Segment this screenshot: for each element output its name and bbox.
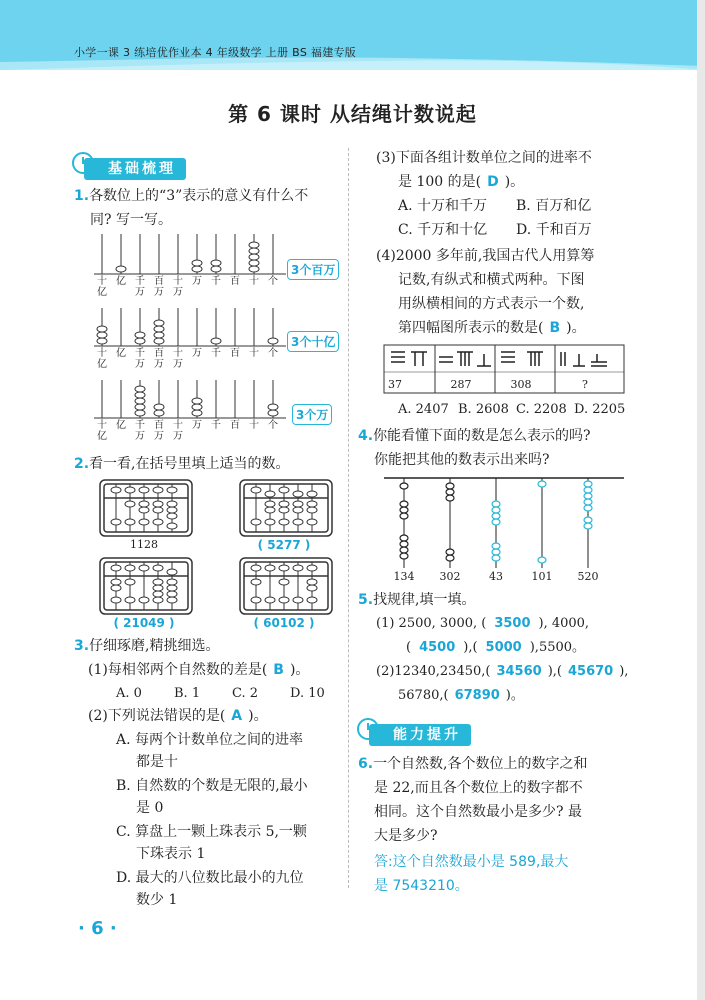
q3-s1-opt-d: D. 10 [290,686,325,701]
section-ability: 能力提升 [369,724,471,746]
q1-answer-3: 3个万 [292,404,332,425]
place-label: 百万 [154,348,164,370]
q3-s1-answer: B [273,662,284,678]
q3-s4-end: )。 [566,320,586,336]
place-label: 十万 [173,348,183,370]
q6-answer-1: 答:这个自然数最小是 589,最大 [374,854,569,870]
q2-line [74,454,290,474]
place-label: 亿 [116,348,126,359]
q5-r2-c: ), [619,664,629,679]
place-label: 十 [249,276,259,287]
place-label: 十亿 [97,348,107,370]
q1-line1 [74,186,308,206]
place-label: 千 [211,276,221,287]
q6-text-4: 大是多少? [374,828,438,844]
q5-r1-answer-3: 5000 [485,640,522,655]
q3-s3-opt-a: A. 十万和千万 [398,198,488,214]
q3-s1-opt-b: B. 1 [174,686,201,701]
q3-s2-answer: A [231,708,243,724]
place-label: 十万 [173,276,183,298]
q1-answer-1: 3个百万 [287,259,339,280]
q2-caption-4: ( 60102 ) [253,616,315,630]
rod-value-2: 287 [450,378,472,391]
place-label: 十 [249,420,259,431]
q4-number: 4. [358,428,374,444]
q5-r1-a: (1) 2500, 3000, ( [376,616,487,631]
q5-r1-answer-2: 4500 [419,640,456,655]
q3-s2-stem: (2)下列说法错误的是( [88,708,226,724]
place-label: 个 [268,420,278,431]
q3-s4-stem: 第四幅图所表示的数是( [398,320,544,336]
place-label: 百万 [154,276,164,298]
rope-label-3: 43 [489,570,503,583]
place-label: 百 [230,420,240,431]
q3-s2-opt-d: D. 最大的八位数比最小的九位 [116,870,304,886]
q3-s3-opt-d: D. 千和百万 [516,222,592,238]
place-label: 个 [268,348,278,359]
q3-s4-opt-b: B. 2608 [458,402,509,417]
q5-row1-cont [406,638,585,658]
q5-r1-c: ( [406,640,412,655]
q5-r1-e: ),5500。 [529,640,586,655]
q2-caption-2: ( 5277 ) [257,538,311,552]
q3-s3-line1: (3)下面各组计数单位之间的进率不 [376,150,592,166]
q1-number: 1. [74,188,90,204]
place-label: 亿 [116,420,126,431]
place-label: 十万 [173,420,183,442]
q3-s3-stem: 是 100 的是( [398,174,482,190]
q5-r2-answer-2: 45670 [567,664,614,679]
rod-value-4: ? [582,378,588,391]
place-label: 千万 [135,420,145,442]
q3-s2-opt-a-cont: 都是十 [136,754,178,770]
q3-s1 [88,660,309,680]
q1-abacus-diagrams [90,232,290,452]
q3-s3-answer: D [487,174,499,190]
place-label: 个 [268,276,278,287]
q3-s1-opt-c: C. 2 [232,686,259,701]
q6-answer-2: 是 7543210。 [374,878,469,894]
q3-line [74,636,220,656]
q3-s4-opt-a: A. 2407 [398,402,449,417]
q6-text-2: 是 22,而且各个数位上的数字都不 [374,780,583,796]
place-label: 亿 [116,276,126,287]
q4-line1 [358,426,591,446]
rope-label-5: 520 [577,570,599,583]
q6-text-1: 一个自然数,各个数位上的数字之和 [373,756,588,772]
q3-s1-opt-a: A. 0 [116,686,142,701]
q3-s2-opt-b: B. 自然数的个数是无限的,最小 [116,778,308,794]
place-label: 千 [211,348,221,359]
q3-s4-line3: 用纵横相间的方式表示一个数, [398,296,585,312]
page-number: · 6 · [78,918,117,939]
place-label: 百 [230,276,240,287]
q3-s4-line4 [398,318,586,338]
place-labels-1 [95,276,290,306]
q3-s3-opt-c: C. 千万和十亿 [398,222,488,238]
q4-text-1: 你能看懂下面的数是怎么表示的吗? [373,428,591,444]
place-label: 千万 [135,348,145,370]
q5-text: 找规律,填一填。 [373,592,476,608]
q3-s3-line2 [398,172,524,192]
place-labels-2 [95,348,290,378]
q1-text-1: 各数位上的“3”表示的意义有什么不 [89,188,309,204]
q3-s1-stem: (1)每相邻两个自然数的差是( [88,662,268,678]
q4-text-2: 你能把其他的数表示出来吗? [374,452,550,468]
q6-number: 6. [358,756,374,772]
q3-text: 仔细琢磨,精挑细选。 [89,638,220,654]
q3-s4-opt-c: C. 2208 [516,402,567,417]
q5-r2-a: (2)12340,23450,( [376,664,491,679]
page-edge [697,0,705,1000]
q5-r2-answer-3: 67890 [454,688,500,703]
q3-s2-opt-c: C. 算盘上一颗上珠表示 5,一颗 [116,824,307,840]
place-label: 十亿 [97,276,107,298]
header-text: 小学一课 3 练培优作业本 4 年级数学 上册 BS 福建专版 [74,46,357,59]
place-label: 千 [211,420,221,431]
section-basic: 基础梳理 [84,158,186,180]
q3-s2 [88,706,268,726]
rod-value-1: 37 [388,378,402,391]
q5-r1-b: ), 4000, [538,616,590,631]
rope-label-2: 302 [439,570,461,583]
q3-s3-opt-b: B. 百万和亿 [516,198,592,214]
q5-r1-answer-1: 3500 [494,616,531,631]
q2-caption-3: ( 21049 ) [113,616,175,630]
knotted-rope-diagram [384,476,624,572]
place-label: 千万 [135,276,145,298]
q3-s3-end: )。 [504,174,525,190]
q1-answer-2: 3个十亿 [287,331,339,352]
q5-row1 [376,614,589,634]
place-label: 百 [230,348,240,359]
q3-s2-opt-a: A. 每两个计数单位之间的进率 [116,732,304,748]
place-labels-3 [95,420,290,450]
q2-number: 2. [74,456,90,472]
column-divider [348,148,349,888]
q3-s2-opt-b-cont: 是 0 [136,800,164,816]
q3-s1-end: )。 [289,662,310,678]
q3-s4-answer: B [549,320,561,336]
place-label: 万 [192,348,202,359]
q3-s4-opt-d: D. 2205 [574,402,626,417]
place-label: 万 [192,420,202,431]
page-title: 第 6 课时 从结绳计数说起 [228,102,477,126]
q5-r1-d: ),( [463,640,478,655]
q3-s2-end: )。 [248,708,268,724]
q3-s4-line1: (4)2000 多年前,我国古代人用算筹 [376,248,595,264]
q3-s2-opt-d-cont: 数少 1 [136,892,178,908]
place-label: 百万 [154,420,164,442]
q3-number: 3. [74,638,90,654]
q3-s4-line2: 记数,有纵式和横式两种。下图 [398,272,585,288]
q2-caption-1: 1128 [130,538,158,551]
q5-r2-b: ),( [547,664,562,679]
q6-text-3: 相同。这个自然数最小是多少? 最 [374,804,582,820]
rod-value-3: 308 [510,378,532,391]
q5-r2-d: 56780,( [398,688,449,703]
q1-text-2: 同? 写一写。 [90,212,172,228]
q5-number: 5. [358,592,374,608]
q5-row2-cont [398,686,524,706]
q5-line [358,590,476,610]
rope-label-1: 134 [393,570,415,583]
q6-line1 [358,754,588,774]
q3-s2-opt-c-cont: 下珠表示 1 [136,846,206,862]
rope-label-4: 101 [531,570,553,583]
q5-r2-e: )。 [505,688,524,703]
q2-text: 看一看,在括号里填上适当的数。 [89,456,290,472]
q5-row2 [376,662,628,682]
place-label: 万 [192,276,202,287]
place-label: 十亿 [97,420,107,442]
place-label: 十 [249,348,259,359]
q5-r2-answer-1: 34560 [496,664,542,679]
